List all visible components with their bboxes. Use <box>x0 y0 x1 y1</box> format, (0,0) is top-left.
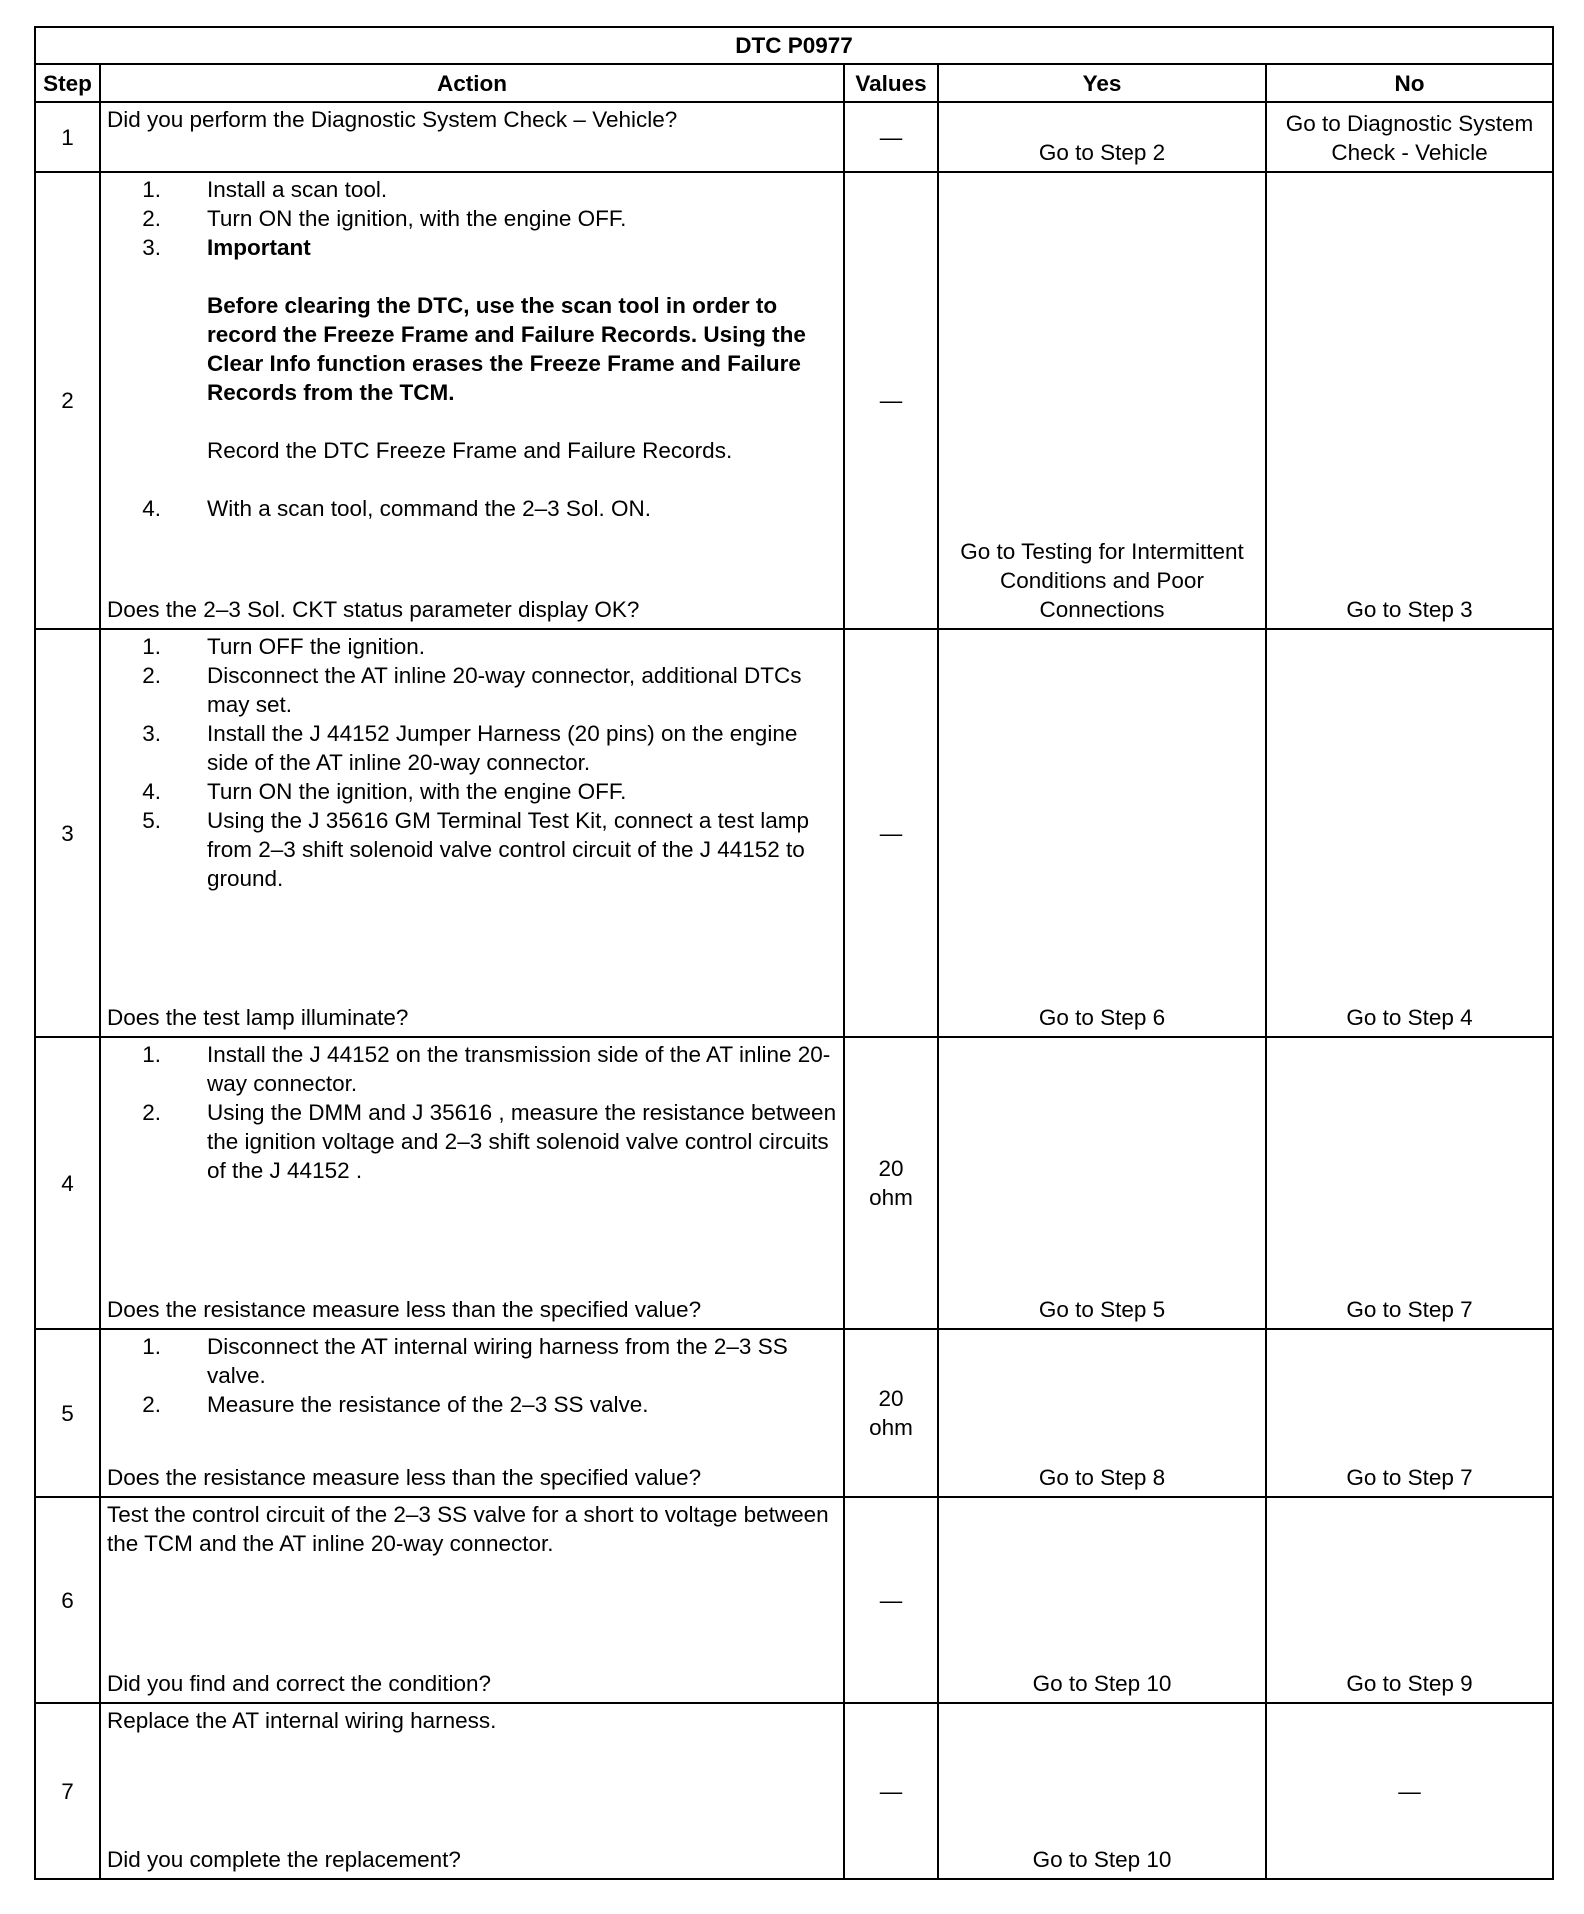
no-cell: Go to Step 7 <box>1266 1329 1553 1497</box>
value-cell: — <box>844 1703 938 1879</box>
instruction-text: Test the control circuit of the 2–3 SS valve for a short to voltage between the TCM and the AT inline 20-way connector. <box>107 1502 829 1556</box>
action-cell <box>100 1037 844 1329</box>
list-item: 4. With a scan tool, command the 2–3 Sol. ON. <box>142 496 651 521</box>
table-row <box>35 172 1553 629</box>
list-item: 2. Measure the resistance of the 2–3 SS valve. <box>142 1392 649 1417</box>
no-cell: Go to Diagnostic System Check - Vehicle <box>1266 102 1553 172</box>
no-cell: — <box>1266 1703 1553 1879</box>
list-item: 1. Install the J 44152 on the transmission side of the AT inline 20-way connector. <box>142 1042 831 1096</box>
no-cell: Go to Step 4 <box>1266 629 1553 1037</box>
action-list <box>107 1332 837 1419</box>
yes-cell: Go to Step 6 <box>938 629 1266 1037</box>
important-note: Before clearing the DTC, use the scan tool in order to record the Freeze Frame and Failure Records. Using the Clear Info function erases the Freeze Frame and Failure Records from the TCM. <box>207 293 806 405</box>
step-number: 7 <box>35 1703 100 1879</box>
action-cell <box>100 102 844 172</box>
question-text: Does the resistance measure less than the specified value? <box>107 1297 702 1322</box>
action-list <box>107 175 837 523</box>
value-cell <box>844 1329 938 1497</box>
header-row <box>35 64 1553 102</box>
yes-cell: Go to Step 10 <box>938 1703 1266 1879</box>
value-number: 20 <box>878 1156 904 1181</box>
step-number: 3 <box>35 629 100 1037</box>
no-cell: Go to Step 3 <box>1266 172 1553 629</box>
action-list <box>107 1040 837 1185</box>
yes-cell: Go to Step 5 <box>938 1037 1266 1329</box>
header-yes: Yes <box>938 64 1266 102</box>
step-number: 4 <box>35 1037 100 1329</box>
table-row <box>35 1037 1553 1329</box>
table-title-row <box>35 27 1553 64</box>
question-text: Did you find and correct the condition? <box>107 1671 491 1696</box>
question-text: Did you complete the replacement? <box>107 1847 461 1872</box>
action-cell <box>100 1497 844 1703</box>
diagnostic-table <box>34 26 1554 1880</box>
step-number: 6 <box>35 1497 100 1703</box>
important-heading: Important <box>207 235 311 260</box>
list-item: 2. Turn ON the ignition, with the engine OFF. <box>142 206 627 231</box>
value-unit: ohm <box>869 1185 913 1210</box>
action-cell <box>100 629 844 1037</box>
header-values: Values <box>844 64 938 102</box>
value-cell: — <box>844 102 938 172</box>
question-text: Does the resistance measure less than the specified value? <box>107 1465 702 1490</box>
header-step: Step <box>35 64 100 102</box>
step-number: 1 <box>35 102 100 172</box>
question-text: Did you perform the Diagnostic System Check – Vehicle? <box>107 107 678 132</box>
header-action: Action <box>100 64 844 102</box>
yes-cell: Go to Step 10 <box>938 1497 1266 1703</box>
table-row <box>35 1497 1553 1703</box>
value-cell <box>844 1037 938 1329</box>
no-cell: Go to Step 7 <box>1266 1037 1553 1329</box>
list-item: 1. Turn OFF the ignition. <box>142 634 426 659</box>
value-number: 20 <box>878 1386 904 1411</box>
table-row <box>35 1329 1553 1497</box>
value-cell: — <box>844 1497 938 1703</box>
table-row <box>35 629 1553 1037</box>
action-list <box>107 632 837 893</box>
table-row <box>35 102 1553 172</box>
list-item: 2. Using the DMM and J 35616 , measure the resistance between the ignition voltage and 2–3 shift solenoid valve control circuits of the J 44152 . <box>142 1100 837 1183</box>
question-text: Does the test lamp illuminate? <box>107 1005 409 1030</box>
yes-cell: Go to Step 2 <box>938 102 1266 172</box>
list-item: 4. Turn ON the ignition, with the engine OFF. <box>142 779 627 804</box>
diagnostic-table-page <box>34 26 1552 1880</box>
table-title: DTC P0977 <box>35 27 1553 64</box>
list-item: 2. Disconnect the AT inline 20-way connector, additional DTCs may set. <box>142 663 802 717</box>
action-cell <box>100 172 844 629</box>
yes-cell: Go to Step 8 <box>938 1329 1266 1497</box>
action-cell <box>100 1329 844 1497</box>
yes-cell: Go to Testing for Intermittent Conditions and Poor Connections <box>938 172 1266 629</box>
list-item: 1. Install a scan tool. <box>142 177 388 202</box>
action-cell <box>100 1703 844 1879</box>
list-item: 1. Disconnect the AT internal wiring harness from the 2–3 SS valve. <box>142 1334 788 1388</box>
table-row <box>35 1703 1553 1879</box>
list-item: 3. Important Before clearing the DTC, use the scan tool in order to record the Freeze Frame and Failure Records. Using the Clear Info function erases the Freeze Frame and Failure Records from the TCM. Record the DTC Freeze Frame and Failure Records. <box>107 233 837 494</box>
question-text: Does the 2–3 Sol. CKT status parameter display OK? <box>107 597 640 622</box>
no-cell: Go to Step 9 <box>1266 1497 1553 1703</box>
value-cell: — <box>844 629 938 1037</box>
header-no: No <box>1266 64 1553 102</box>
value-unit: ohm <box>869 1415 913 1440</box>
step-number: 2 <box>35 172 100 629</box>
record-instruction: Record the DTC Freeze Frame and Failure Records. <box>207 438 733 463</box>
value-cell: — <box>844 172 938 629</box>
step-number: 5 <box>35 1329 100 1497</box>
instruction-text: Replace the AT internal wiring harness. <box>107 1708 497 1733</box>
list-item: 3. Install the J 44152 Jumper Harness (20 pins) on the engine side of the AT inline 20-way connector. <box>142 721 798 775</box>
list-item: 5. Using the J 35616 GM Terminal Test Kit, connect a test lamp from 2–3 shift solenoid valve control circuit of the J 44152 to ground. <box>142 808 809 891</box>
